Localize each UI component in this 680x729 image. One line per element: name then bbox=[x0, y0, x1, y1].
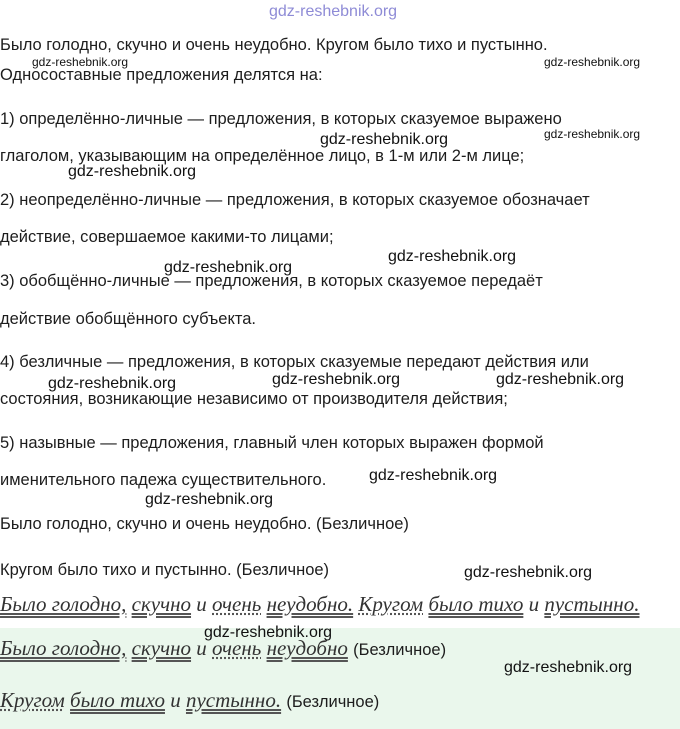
text-line-8: действие обобщённого субъекта. bbox=[0, 310, 257, 328]
watermark: gdz-reshebnik.org bbox=[544, 55, 641, 69]
watermark: gdz-reshebnik.org bbox=[272, 371, 401, 388]
subject-word: Было голодно, bbox=[0, 592, 127, 616]
sentence-type-label: (Безличное) bbox=[286, 693, 380, 711]
watermark: gdz-reshebnik.org bbox=[204, 624, 333, 641]
watermark: gdz-reshebnik.org bbox=[269, 3, 398, 20]
adverbial-word: Кругом bbox=[0, 688, 65, 712]
conjunction: и bbox=[196, 636, 207, 660]
text-line-9: 4) безличные — предложения, в которых сказуемые передают действия или bbox=[0, 353, 589, 371]
predicate-word: пустынно. bbox=[185, 688, 282, 712]
sentence-type-label: (Безличное) bbox=[353, 641, 447, 659]
watermark: gdz-reshebnik.org bbox=[32, 55, 129, 69]
watermark: gdz-reshebnik.org bbox=[320, 131, 449, 148]
predicate-word: неудобно bbox=[266, 636, 348, 660]
predicate-word: скучно bbox=[131, 592, 192, 616]
predicate-word: скучно bbox=[131, 636, 192, 660]
watermark: gdz-reshebnik.org bbox=[48, 375, 177, 392]
predicate-word: было тихо bbox=[70, 688, 165, 712]
conjunction: и bbox=[528, 592, 540, 616]
watermark: gdz-reshebnik.org bbox=[68, 163, 197, 180]
text-line-3: 1) определённо-личные — предложения, в которых сказуемое выражено bbox=[0, 110, 562, 128]
predicate-word: Было голодно, bbox=[0, 636, 127, 660]
handwritten-line-1 bbox=[0, 592, 639, 617]
predicate-word: было тихо bbox=[428, 592, 524, 616]
text-line-11: 5) назывные — предложения, главный член которых выражен формой bbox=[0, 434, 544, 452]
watermark: gdz-reshebnik.org bbox=[164, 259, 293, 276]
watermark: gdz-reshebnik.org bbox=[496, 371, 625, 388]
text-line-1: Было голодно, скучно и очень неудобно. Кругом было тихо и пустынно. bbox=[0, 36, 548, 54]
text-line-4: глаголом, указывающим на определённое лицо, в 1-м или 2-м лице; bbox=[0, 147, 525, 165]
text-line-6: действие, совершаемое какими-то лицами; bbox=[0, 228, 334, 246]
text-line-7: 3) обобщённо-личные — предложения, в которых сказуемое передаёт bbox=[0, 272, 543, 290]
adverbial-word: Кругом bbox=[358, 592, 424, 616]
text-line-10: состояния, возникающие независимо от производителя действия; bbox=[0, 390, 508, 408]
watermark: gdz-reshebnik.org bbox=[369, 467, 498, 484]
watermark: gdz-reshebnik.org bbox=[388, 248, 517, 265]
conjunction: и bbox=[170, 688, 181, 712]
text-line-2: Односоставные предложения делятся на: bbox=[0, 66, 323, 84]
text-line-13: Было голодно, скучно и очень неудобно. (Безличное) bbox=[0, 515, 409, 533]
handwritten-line-3 bbox=[0, 688, 379, 713]
conjunction: и bbox=[196, 592, 207, 616]
adverbial-word: очень bbox=[212, 592, 262, 616]
predicate-word: неудобно. bbox=[266, 592, 354, 616]
watermark: gdz-reshebnik.org bbox=[145, 491, 274, 508]
watermark: gdz-reshebnik.org bbox=[504, 659, 633, 676]
predicate-word: пустынно. bbox=[544, 592, 640, 616]
adverbial-word: очень bbox=[212, 636, 262, 660]
text-line-14: Кругом было тихо и пустынно. (Безличное) bbox=[0, 561, 330, 579]
text-line-5: 2) неопределённо-личные — предложения, в которых сказуемое обозначает bbox=[0, 191, 590, 209]
watermark: gdz-reshebnik.org bbox=[544, 127, 641, 141]
watermark: gdz-reshebnik.org bbox=[464, 564, 593, 581]
text-line-12: именительного падежа существительного. bbox=[0, 471, 327, 489]
